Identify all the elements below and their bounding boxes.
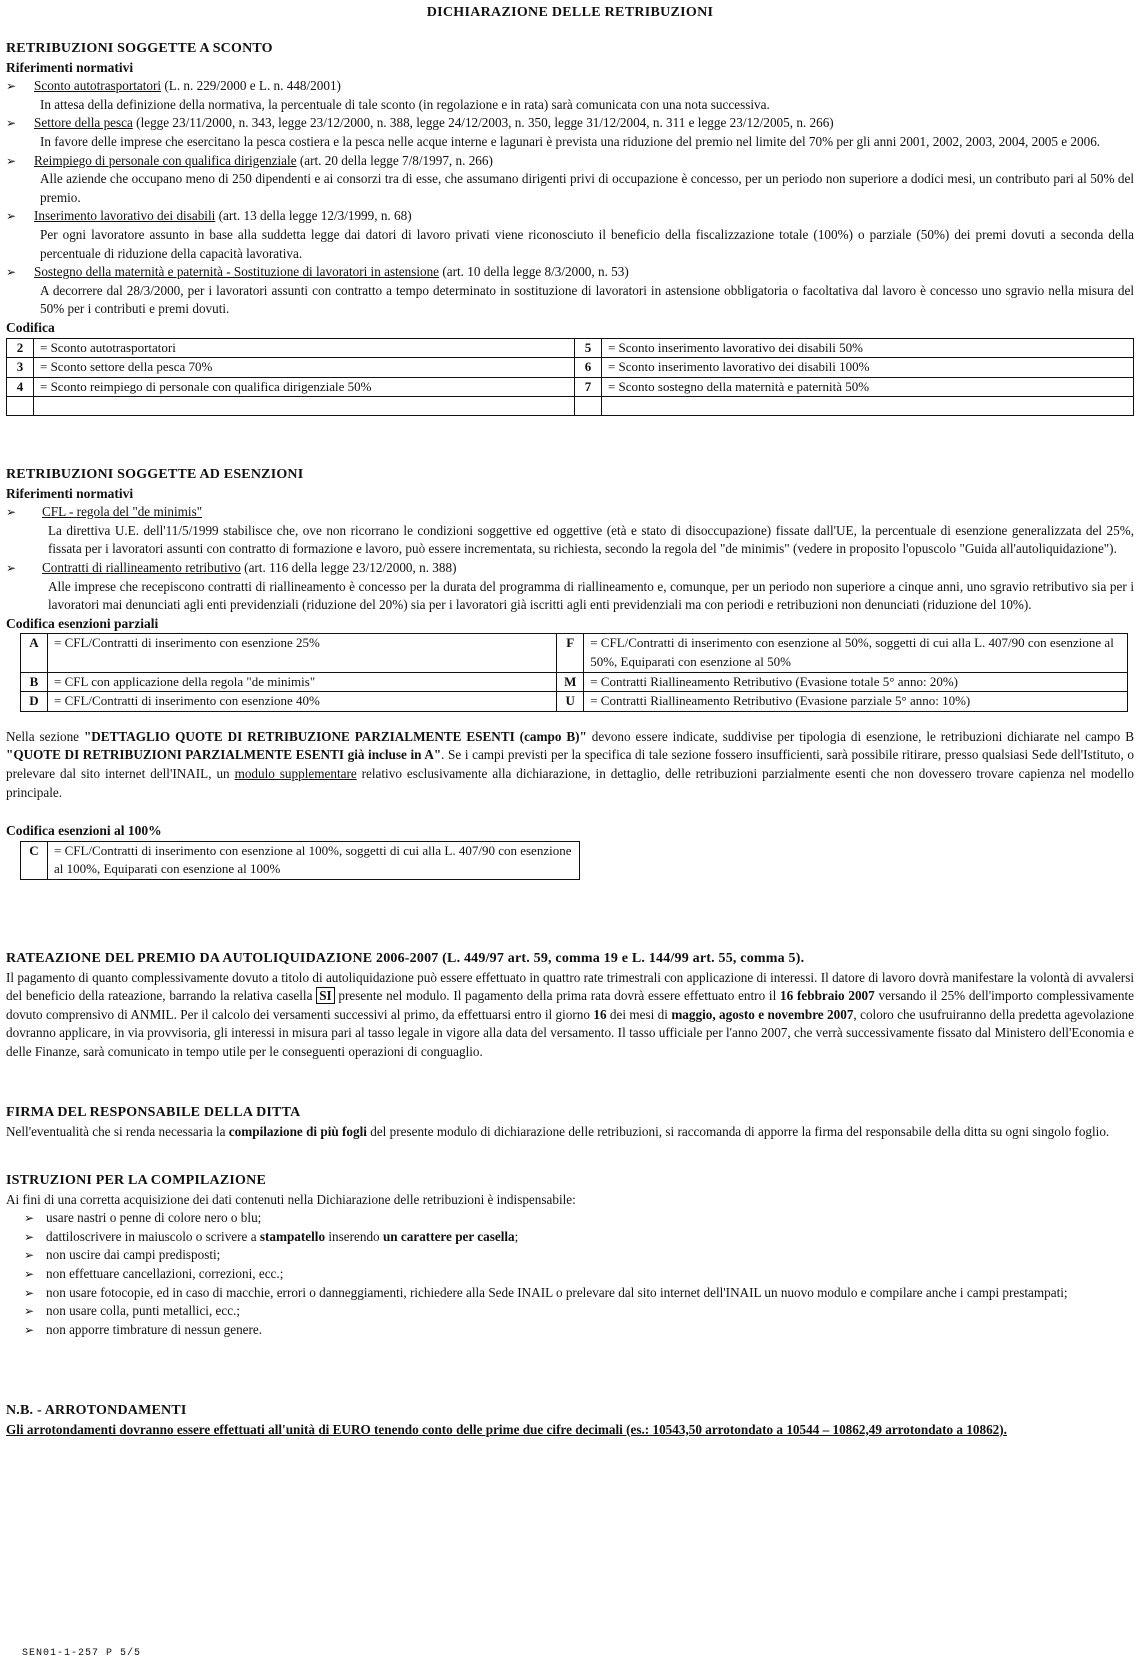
table-row	[7, 338, 1134, 358]
reference-body: In attesa della definizione della normativa, la percentuale di tale sconto (in regolazione e in rata) sarà comunicata con una nota successiva.	[40, 96, 770, 112]
list-item	[6, 1265, 1134, 1284]
arrow-bullet-icon: ➢	[6, 209, 17, 224]
code-cell: 2	[7, 338, 34, 358]
arrotondamenti-text: Gli arrotondamenti dovranno essere effettuati all'unità di EURO tenendo conto delle prime due cifre decimali (es.: 10543,50 arrotondato a 10544 – 10862,49 arrotondato a 10862).	[6, 1421, 1007, 1437]
reference-title: Contratti di riallineamento retributivo	[42, 559, 241, 575]
section-heading: RETRIBUZIONI SOGGETTE AD ESENZIONI	[6, 467, 304, 482]
table-row	[21, 841, 580, 879]
table-row	[7, 397, 1134, 416]
text: versando il 25% dell'importo complessivamente dovuto comprensivo di ANMIL. Per il calcolo dei versamenti successivi al primo, da effettuarsi entro il giorno	[6, 988, 1135, 1022]
dettaglio-note	[6, 728, 1134, 802]
reference-item	[6, 207, 1134, 263]
section-heading: N.B. - ARROTONDAMENTI	[6, 1403, 187, 1418]
code-description: = Contratti Riallineamento Retributivo (Evasione parziale 5° anno: 10%)	[584, 692, 1128, 712]
code-description: = CFL/Contratti di inserimento con esenzione 40%	[48, 692, 557, 712]
text: , coloro che usufruiranno della predetta agevolazione dovranno applicare, in via provvisoria, gli interessi in misura pari al tasso legale in vigore alla data del versamento. Il tasso ufficiale per l'anno 2007, che verrà successivamente fissato dal Ministero dell'Economia e delle Finanze, sarà comunicato in tempo utile per le conseguenti operazioni di conguaglio.	[6, 1006, 1134, 1059]
code-cell: F	[557, 634, 584, 672]
section-heading: RATEAZIONE DEL PREMIO DA AUTOLIQUIDAZIONE 2006-2007 (L. 449/97 art. 59, comma 19 e L. 144/99 art. 55, comma 5).	[6, 951, 805, 966]
list-item-text: non uscire dai campi predisposti;	[46, 1247, 221, 1263]
code-cell: M	[557, 672, 584, 692]
section-heading: FIRMA DEL RESPONSABILE DELLA DITTA	[6, 1105, 301, 1120]
code-description: = CFL con applicazione della regola "de minimis"	[48, 672, 557, 692]
table-row	[21, 634, 1128, 672]
code-cell: B	[21, 672, 48, 692]
arrow-bullet-icon: ➢	[6, 116, 17, 131]
arrow-bullet-icon: ➢	[24, 1285, 35, 1300]
code-description: = Sconto settore della pesca 70%	[34, 358, 575, 378]
note-bold: "QUOTE DI RETRIBUZIONI PARZIALMENTE ESENTI già incluse in A"	[6, 747, 442, 763]
code-description: = Contratti Riallineamento Retributivo (Evasione totale 5° anno: 20%)	[584, 672, 1128, 692]
note-bold: "DETTAGLIO QUOTE DI RETRIBUZIONE PARZIALMENTE ESENTI (campo B)"	[83, 728, 587, 744]
table-row	[7, 358, 1134, 378]
code-cell: 4	[7, 377, 34, 397]
modulo-supplementare-text: modulo supplementare	[234, 765, 357, 781]
table-row	[7, 377, 1134, 397]
reference-title: Inserimento lavorativo dei disabili	[34, 208, 216, 224]
list-item	[6, 1209, 1134, 1228]
table-row	[21, 672, 1128, 692]
reference-title: Settore della pesca	[34, 115, 133, 131]
codifica-parziali-heading: Codifica esenzioni parziali	[6, 615, 159, 631]
table-row	[21, 692, 1128, 712]
reference-body: Alle aziende che occupano meno di 250 dipendenti e ai consorzi tra di esse, che assumano dirigenti privi di occupazione è concesso, per un periodo non superiore a dodici mesi, un contributo pari al 50% del premio.	[40, 171, 1134, 205]
code-description: = CFL/Contratti di inserimento con esenzione 25%	[48, 634, 557, 672]
reference-item	[6, 152, 1134, 208]
code-description: = Sconto reimpiego di personale con qualifica dirigenziale 50%	[34, 377, 575, 397]
reference-body: A decorrere dal 28/3/2000, per i lavoratori assunti con contratto a tempo determinato in sostituzione di lavoratori in astensione obbligatoria o facoltativa dal lavoro è concesso uno sgravio nella misura del 50% per i contributi e premi dovuti.	[40, 282, 1134, 317]
list-item	[6, 1302, 1134, 1321]
reference-law: (L. n. 229/2000 e L. n. 448/2001)	[161, 78, 341, 94]
code-description: = CFL/Contratti di inserimento con esenzione al 50%, soggetti di cui alla L. 407/90 con esenzione al 50%, Equiparati con esenzione al 50%	[584, 634, 1128, 672]
text: ;	[514, 1228, 519, 1244]
code-description	[601, 397, 1133, 416]
section-heading: ISTRUZIONI PER LA COMPILAZIONE	[6, 1173, 266, 1188]
reference-title: CFL - regola del "de minimis"	[42, 504, 203, 520]
code-description: = Sconto inserimento lavorativo dei disabili 100%	[601, 358, 1133, 378]
note-text: Nella sezione	[6, 728, 84, 744]
reference-item	[6, 77, 1134, 114]
date-bold: 16 febbraio 2007	[780, 988, 875, 1004]
section-arrotondamenti	[6, 1402, 1134, 1439]
note-text: . Se i campi previsti per la specifica di tale sezione fossero insufficienti, sarà possibile ritirare, presso qualsiasi Sede dell'Istituto, o prelevare dal sito internet dell'INAIL, un	[6, 747, 1134, 781]
text: presente nel modulo. Il pagamento della prima rata dovrà essere effettuato entro il	[334, 988, 781, 1004]
reference-title: Sconto autotrasportatori	[34, 78, 162, 94]
arrow-bullet-icon: ➢	[24, 1248, 35, 1263]
note-text: devono essere indicate, suddivise per tipologia di esenzione, le retribuzioni dichiarate nel campo B	[586, 728, 1134, 744]
arrow-bullet-icon: ➢	[24, 1304, 35, 1319]
reference-law: (art. 13 della legge 12/3/1999, n. 68)	[215, 208, 412, 224]
code-description: = Sconto sostegno della maternità e paternità 50%	[601, 377, 1133, 397]
text-bold: stampatello	[259, 1228, 326, 1244]
firma-text	[6, 1123, 1134, 1142]
list-item-text: non apporre timbrature di nessun genere.	[46, 1321, 263, 1337]
text: dattiloscrivere in maiuscolo o scrivere a	[46, 1228, 260, 1244]
section-istruzioni	[6, 1172, 1134, 1339]
reference-body: La direttiva U.E. dell'11/5/1999 stabilisce che, ove non ricorrano le condizioni soggettive ed oggettive (età e stato di disoccupazione) fissate dall'UE, la percentuale di esenzione generalizzata del 25%, fissata per i lavoratori assunti con contratto di formazione e lavoro, può essere incrementata, su richiesta, secondo la regola del "de minimis" (vedere in proposito l'opuscolo "Guida all'autoliquidazione").	[48, 522, 1134, 557]
code-cell: 6	[574, 358, 601, 378]
arrow-bullet-icon: ➢	[24, 1266, 35, 1281]
code-description: = Sconto inserimento lavorativo dei disabili 50%	[601, 338, 1133, 358]
document-title: DICHIARAZIONE DELLE RETRIBUZIONI	[426, 5, 714, 20]
day-bold: 16	[593, 1006, 607, 1022]
text-bold: compilazione di più fogli	[228, 1123, 367, 1139]
code-cell: 5	[574, 338, 601, 358]
reference-body: In favore delle imprese che esercitano la pesca costiera e la pesca nelle acque interne e lagunari è prevista una riduzione del premio nel limite del 70% per gli anni 2001, 2002, 2003, 2004, 2005 e 2006.	[40, 133, 1101, 149]
reference-law: (art. 10 della legge 8/3/2000, n. 53)	[439, 264, 629, 280]
code-cell: D	[21, 692, 48, 712]
list-item	[6, 1321, 1134, 1340]
reference-body: Alle imprese che recepiscono contratti di riallineamento è concesso per la durata del programma di riallineamento e, comunque, per un periodo non superiore a cinque anni, uno sgravio retributivo sia per i lavoratori mai denunciati agli enti previdenziali (riduzione del 20%) sia per i lavoratori già iscritti agli enti previdenziali ma con periodi e retribuzioni non denunciati (riduzione del 10%).	[48, 578, 1134, 613]
arrow-bullet-icon: ➢	[6, 265, 17, 280]
rateazione-text	[6, 969, 1134, 1062]
list-item-text: non effettuare cancellazioni, correzioni, ecc.;	[46, 1265, 284, 1281]
code-cell: A	[21, 634, 48, 672]
code-cell: 7	[574, 377, 601, 397]
arrow-bullet-icon: ➢	[24, 1211, 35, 1226]
code-cell	[574, 397, 601, 416]
list-item-text: non usare colla, punti metallici, ecc.;	[46, 1303, 241, 1319]
code-cell: U	[557, 692, 584, 712]
list-item-text: usare nastri o penne di colore nero o blu;	[46, 1210, 262, 1226]
text-bold: un carattere per casella	[382, 1228, 515, 1244]
reference-law: (art. 20 della legge 7/8/1997, n. 266)	[296, 152, 493, 168]
text: inserendo	[325, 1228, 383, 1244]
reference-item	[6, 263, 1134, 319]
codifica-totali-heading: Codifica esenzioni al 100%	[6, 823, 162, 839]
arrow-bullet-icon: ➢	[6, 153, 17, 168]
reference-title: Sostegno della maternità e paternità - Sostituzione di lavoratori in astensione	[34, 264, 440, 280]
arrow-bullet-icon: ➢	[24, 1229, 35, 1244]
reference-item	[6, 503, 1134, 559]
code-cell: 3	[7, 358, 34, 378]
note-text: relativo esclusivamente alla dichiarazione, in dettaglio, delle retribuzioni parzialmente esenti che non dovessero trovare capienza nel modello principale.	[6, 765, 1134, 800]
code-cell	[7, 397, 34, 416]
list-item-text	[34, 1228, 1134, 1247]
reference-item	[6, 559, 1134, 615]
arrow-bullet-icon: ➢	[6, 560, 17, 575]
codifica-totali-table	[20, 841, 580, 880]
code-description: = Sconto autotrasportatori	[34, 338, 575, 358]
codifica-heading: Codifica	[6, 319, 55, 335]
codifica-parziali-table	[20, 633, 1128, 711]
text: dei mesi di	[606, 1006, 672, 1022]
codifica-sconto-table	[6, 338, 1134, 417]
reference-title: Reimpiego di personale con qualifica dirigenziale	[34, 152, 297, 168]
code-cell: C	[21, 841, 48, 879]
arrow-bullet-icon: ➢	[6, 79, 17, 94]
section-sconto	[6, 40, 1134, 416]
months-bold: maggio, agosto e novembre 2007	[671, 1006, 854, 1022]
section-heading: RETRIBUZIONI SOGGETTE A SCONTO	[6, 41, 273, 56]
reference-item	[6, 114, 1134, 151]
form-code-footer: SEN01-1-257 P 5/5	[22, 1648, 142, 1659]
riferimenti-heading: Riferimenti normativi	[6, 59, 134, 75]
text: Nell'eventualità che si renda necessaria la	[6, 1123, 229, 1139]
text: Il pagamento di quanto complessivamente dovuto a titolo di autoliquidazione può essere effettuato in quattro rate trimestrali con applicazione di interessi. Il datore di lavoro dovrà manifestare la volontà di avvalersi del beneficio della rateazione, barrando la relativa casella	[6, 969, 1134, 1004]
arrow-bullet-icon: ➢	[24, 1322, 35, 1337]
reference-law: (legge 23/11/2000, n. 343, legge 23/12/2000, n. 388, legge 24/12/2003, n. 350, legge 31/12/2004, n. 311 e legge 23/12/2005, n. 266)	[132, 115, 834, 131]
istruzioni-intro: Ai fini di una corretta acquisizione dei dati contenuti nella Dichiarazione delle retribuzioni è indispensabile:	[6, 1191, 576, 1207]
list-item	[6, 1246, 1134, 1265]
section-esenzioni	[6, 466, 1134, 880]
riferimenti-heading: Riferimenti normativi	[6, 485, 134, 501]
list-item	[6, 1228, 1134, 1247]
si-checkbox-label: SI	[316, 987, 334, 1004]
text: del presente modulo di dichiarazione delle retribuzioni, si raccomanda di apporre la firma del responsabile della ditta su ogni singolo foglio.	[366, 1123, 1110, 1139]
list-item	[6, 1284, 1134, 1303]
reference-law: (art. 116 della legge 23/12/2000, n. 388)	[240, 559, 457, 575]
arrow-bullet-icon: ➢	[6, 505, 17, 520]
list-item-text: non usare fotocopie, ed in caso di macchie, errori o danneggiamenti, richiedere alla Sede INAIL o prelevare dal sito internet dell'INAIL un nuovo modulo e compilare anche i campi prestampati;	[46, 1284, 1068, 1300]
code-description: = CFL/Contratti di inserimento con esenzione al 100%, soggetti di cui alla L. 407/90 con esenzione al 100%, Equiparati con esenzione al 100%	[48, 841, 580, 879]
code-description	[34, 397, 575, 416]
section-firma	[6, 1104, 1134, 1141]
section-rateazione	[6, 950, 1134, 1062]
reference-body: Per ogni lavoratore assunto in base alla suddetta legge dai datori di lavoro privati viene riconosciuto il beneficio della fiscalizzazione totale (100%) o parziale (50%) dei premi dovuti a seconda della percentuale di riduzione della capacità lavorativa.	[40, 226, 1134, 261]
